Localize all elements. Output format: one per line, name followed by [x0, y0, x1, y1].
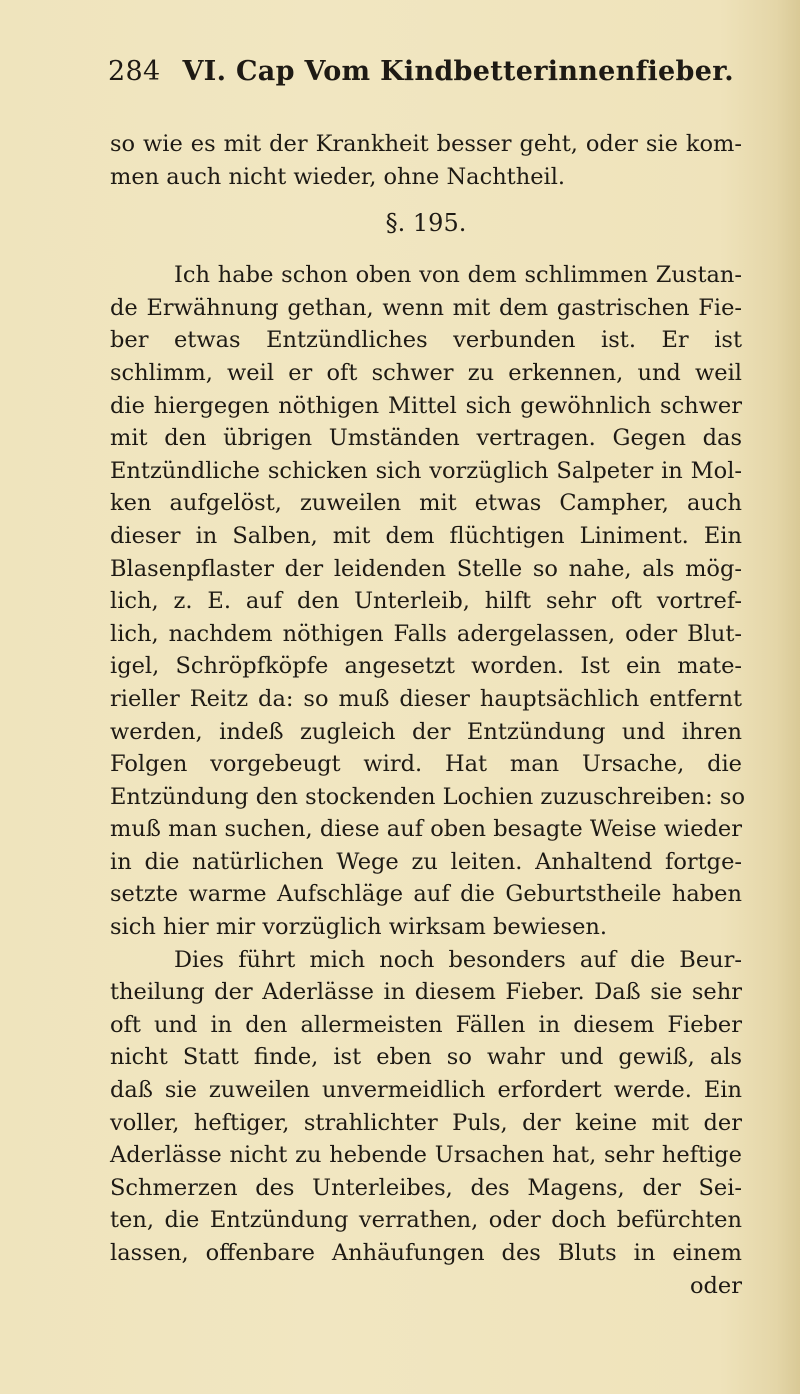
section-heading: §. 195.	[385, 209, 467, 238]
text-line: ken aufgelöst, zuweilen mit etwas Campher, auch	[110, 490, 742, 517]
text-line: men auch nicht wieder, ohne Nachtheil.	[110, 163, 566, 190]
running-title: VI. Cap Vom Kindbetterinnenfieber.	[182, 56, 734, 87]
text-line: ber etwas Entzündliches verbunden ist. Er ist	[110, 327, 742, 354]
text-line: Aderlässe nicht zu hebende Ursachen hat, sehr heftige	[110, 1142, 742, 1169]
text-line: lassen, offenbare Anhäufungen des Bluts in einem	[110, 1240, 742, 1266]
text-line: in die natürlichen Wege zu leiten. Anhaltend fortge-	[110, 848, 742, 875]
text-line: dieser in Salben, mit dem flüchtigen Liniment. Ein	[110, 522, 742, 549]
text-line: igel, Schröpfköpfe angesetzt worden. Ist ein mate-	[110, 653, 742, 680]
text-line: oft und in den allermeisten Fällen in diesem Fieber	[110, 1011, 742, 1038]
text-line: Dies führt mich noch besonders auf die Beur-	[174, 946, 742, 973]
text-line: so wie es mit der Krankheit besser geht, oder sie kom-	[110, 131, 742, 157]
body-text	[110, 128, 745, 1302]
text-line: lich, z. E. auf den Unterleib, hilft sehr oft vortref-	[110, 588, 742, 615]
text-line: lich, nachdem nöthigen Falls adergelassen, oder Blut-	[110, 620, 742, 647]
text-line: setzte warme Aufschläge auf die Geburtstheile haben	[110, 881, 742, 908]
text-line: Ich habe schon oben von dem schlimmen Zustan-	[174, 262, 742, 289]
text-line: die hiergegen nöthigen Mittel sich gewöhnlich schwer	[110, 392, 742, 419]
text-line: mit den übrigen Umständen vertragen. Gegen das	[110, 425, 742, 452]
text-line: schlimm, weil er oft schwer zu erkennen, und weil	[110, 359, 742, 386]
text-line: sich hier mir vorzüglich wirksam bewiesen.	[110, 914, 608, 941]
text-line: voller, heftiger, strahlichter Puls, der keine mit der	[110, 1109, 742, 1136]
text-line: daß sie zuweilen unvermeidlich erfordert werde. Ein	[110, 1077, 742, 1104]
text-line: Entzündung den stockenden Lochien zuzuschreiben: so	[110, 783, 745, 810]
text-line: Folgen vorgebeugt wird. Hat man Ursache, die	[110, 751, 742, 778]
text-line: Schmerzen des Unterleibes, des Magens, der Sei-	[110, 1174, 742, 1201]
text-line: muß man suchen, diese auf oben besagte Weise wieder	[110, 816, 742, 843]
text-line: Entzündliche schicken sich vorzüglich Salpeter in Mol-	[110, 457, 742, 484]
text-line: nicht Statt finde, ist eben so wahr und gewiß, als	[110, 1044, 742, 1071]
catchword: oder	[689, 1272, 742, 1299]
text-line: theilung der Aderlässe in diesem Fieber. Daß sie sehr	[110, 979, 742, 1006]
text-line: rieller Reitz da: so muß dieser hauptsächlich entfernt	[110, 685, 742, 712]
text-line: ten, die Entzündung verrathen, oder doch befürchten	[110, 1207, 742, 1234]
text-line: de Erwähnung gethan, wenn mit dem gastrischen Fie-	[110, 294, 742, 321]
running-header	[108, 56, 734, 87]
page-number: 284	[108, 56, 161, 87]
text-line: Blasenpflaster der leidenden Stelle so nahe, als mög-	[110, 555, 742, 582]
text-line: werden, indeß zugleich der Entzündung und ihren	[110, 718, 742, 745]
